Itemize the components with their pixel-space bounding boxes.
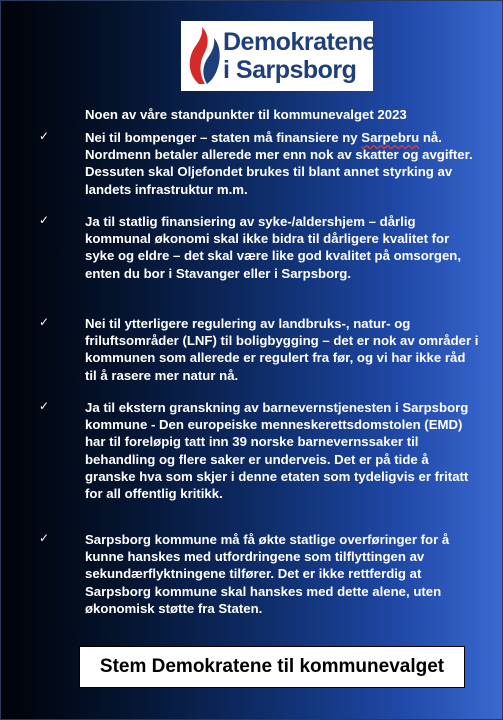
call-to-action-text: Stem Demokratene til kommunevalget xyxy=(99,656,445,677)
spellcheck-flagged-word: Sarpebru xyxy=(361,130,420,145)
checkmark-icon: ✓ xyxy=(39,399,50,413)
point-text xyxy=(85,129,480,198)
page-heading: Noen av våre standpunkter til kommunevalget 2023 xyxy=(85,107,407,122)
checkmark-icon: ✓ xyxy=(39,213,50,227)
point-text: Ja til statlig finansiering av syke-/aldershjem – dårlig kommunal økonomi skal ikke bidra til dårligere kvalitet for syke og eldre – det skal være like god kvalitet på omsorgen, enten du bor i Stavanger eller i Sarpsborg. xyxy=(85,214,461,281)
point-text-start: Nei til bompenger – staten må finansiere ny xyxy=(85,130,362,145)
checkmark-icon: ✓ xyxy=(39,129,50,143)
point-text: Sarpsborg kommune må få økte statlige overføringer for å kunne hanskes med utfordringene som tilflyttingen av sekundærflyktningene tilfører. Det er ikke rettferdig at Sarpsborg kommune skal hanskes med dette alene, uten økonomisk støtte fra Staten. xyxy=(85,532,450,616)
call-to-action-box xyxy=(79,646,465,688)
checkmark-icon: ✓ xyxy=(39,531,50,545)
logo-wordmark xyxy=(223,28,376,84)
logo-line-1: Demokratene xyxy=(223,28,376,56)
point-text-end: nå. Nordmenn betaler allerede mer enn nok av skatter og avgifter. Dessuten skal Oljefondet brukes til blant annet styrking av landets infrastruktur m.m. xyxy=(85,130,473,197)
flame-icon xyxy=(185,26,223,86)
party-logo xyxy=(181,21,376,91)
logo-line-2: i Sarpsborg xyxy=(223,56,357,84)
point-text: Nei til ytterligere regulering av landbruks-, natur- og friluftsområder (LNF) til boligbygging – det er nok av områder i kommunen som allerede er regulert fra før, og vi har ikke råd til å rasere mer natur nå. xyxy=(85,316,479,383)
checkmark-icon: ✓ xyxy=(39,315,50,329)
point-text: Ja til ekstern granskning av barnevernstjenesten i Sarpsborg kommune - Den europeiske menneskerettsdomstolen (EMD) har til foreløpig tatt inn 39 norske barnevernssaker til behandling og flere saker er underveis. Det er på tide å granske hva som skjer i denne etaten som tydeligvis er fritatt for all offentlig kritikk. xyxy=(85,400,469,502)
